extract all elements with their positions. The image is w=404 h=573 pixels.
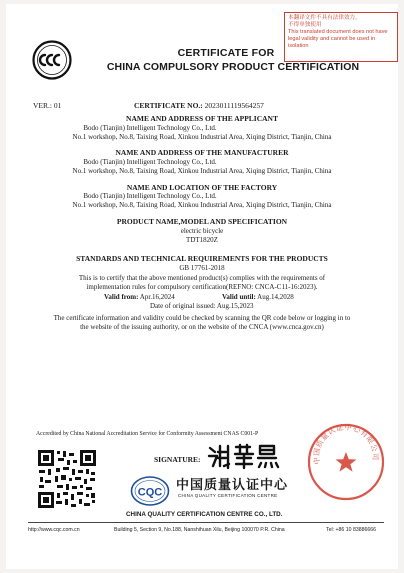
manufacturer-name: Bodo (Tianjin) Intelligent Technology Co., Ltd. — [83, 158, 217, 166]
ccc-logo-icon — [32, 40, 72, 80]
qr-code-icon[interactable] — [36, 448, 98, 510]
applicant-heading: NAME AND ADDRESS OF THE APPLICANT — [126, 114, 278, 123]
product-model: TDT1820Z — [186, 236, 218, 244]
product-name: electric bicycle — [180, 227, 224, 235]
factory-name: Bodo (Tianjin) Intelligent Technology Co., Ltd. — [83, 192, 217, 200]
seal-star-icon — [336, 452, 357, 472]
standards-heading: STANDARDS AND TECHNICAL REQUIREMENTS FOR THE PRODUCTS — [76, 254, 328, 263]
info-line1: The certificate information and validity could be checked by scanning the QR code below or logging in to — [53, 314, 351, 322]
footer-tel: Tel: +86 10 83886666 — [326, 527, 377, 533]
footer-divider — [28, 522, 384, 523]
official-seal — [306, 422, 386, 502]
info-line2: the website of the issuing authority, or on the website of the CNCA (www.cnca.gov.cn) — [80, 323, 324, 331]
certificate-number — [134, 101, 264, 110]
certify-line1: This is to certify that the above mentioned product(s) complies with the requirements of — [78, 274, 326, 282]
valid-from-label: Valid from: — [104, 293, 139, 301]
applicant-name: Bodo (Tianjin) Intelligent Technology Co., Ltd. — [83, 124, 217, 132]
signature-label: SIGNATURE: — [154, 455, 201, 464]
certificate-page — [6, 4, 398, 569]
factory-address: No.1 workshop, No.8, Taixing Road, Xinkou Industrial Area, Xiqing District, Tianjin, China — [72, 201, 332, 209]
signature-image — [206, 442, 286, 470]
cqc-company-name: CHINA QUALITY CERTIFICATION CENTRE CO., LTD. — [126, 511, 283, 518]
certificate-number-value: 2023011119564257 — [204, 101, 264, 110]
original-issued-value: Aug.15,2023 — [216, 302, 254, 310]
footer-website[interactable]: http://www.cqc.com.cn — [28, 527, 80, 533]
cqc-logo-text: CQC — [137, 486, 163, 499]
valid-from-value: Apr.16,2024 — [139, 293, 175, 301]
applicant-address: No.1 workshop, No.8, Taixing Road, Xinkou Industrial Area, Xiqing District, Tianjin, China — [72, 133, 332, 141]
manufacturer-heading: NAME AND ADDRESS OF THE MANUFACTURER — [115, 148, 289, 157]
factory-heading: NAME AND LOCATION OF THE FACTORY — [126, 183, 278, 192]
valid-from — [104, 293, 175, 301]
title-line2: CHINA COMPULSORY PRODUCT CERTIFICATION — [106, 61, 360, 73]
product-heading: PRODUCT NAME,MODEL AND SPECIFICATION — [116, 217, 288, 226]
original-issued — [150, 302, 253, 310]
version-label: VER.: 01 — [33, 101, 62, 110]
accreditation-text: Accredited by China National Accreditation Service for Conformity Assessment CNAS C001-P — [36, 431, 259, 437]
notice-cn-line1: 本翻译文件不具有法律效力， — [288, 15, 361, 21]
cqc-english-name: CHINA QUALITY CERTIFICATION CENTRE — [178, 493, 278, 498]
title-line1: CERTIFICATE FOR — [177, 47, 275, 59]
cqc-logo-icon — [130, 474, 170, 508]
valid-until-label: Valid until: — [222, 293, 256, 301]
notice-cn-line2: 不得单独使用 — [288, 22, 322, 28]
certificate-number-label: CERTIFICATE NO.: — [134, 101, 203, 110]
valid-until — [222, 293, 294, 301]
notice-en: This translated document does not have legal validity and cannot be used in isolation — [288, 29, 388, 49]
certify-line2: implementation rules for compulsory certification(REFNO: CNCA-C11-16:2023). — [86, 283, 318, 291]
seal-text: 中国质量认证中心有限公司 — [311, 422, 381, 465]
valid-until-value: Aug.14,2028 — [257, 293, 294, 301]
standards-value: GB 17761-2018 — [179, 264, 225, 272]
cqc-chinese-name: 中国质量认证中心 — [176, 478, 289, 493]
original-issued-label: Date of original issued: — [150, 302, 216, 310]
manufacturer-address: No.1 workshop, No.8, Taixing Road, Xinkou Industrial Area, Xiqing District, Tianjin, China — [72, 167, 332, 175]
footer-address: Building 5, Section 9, No.188, Nanshihuan Xilu, Beijing 100070 P.R. China — [114, 527, 285, 533]
